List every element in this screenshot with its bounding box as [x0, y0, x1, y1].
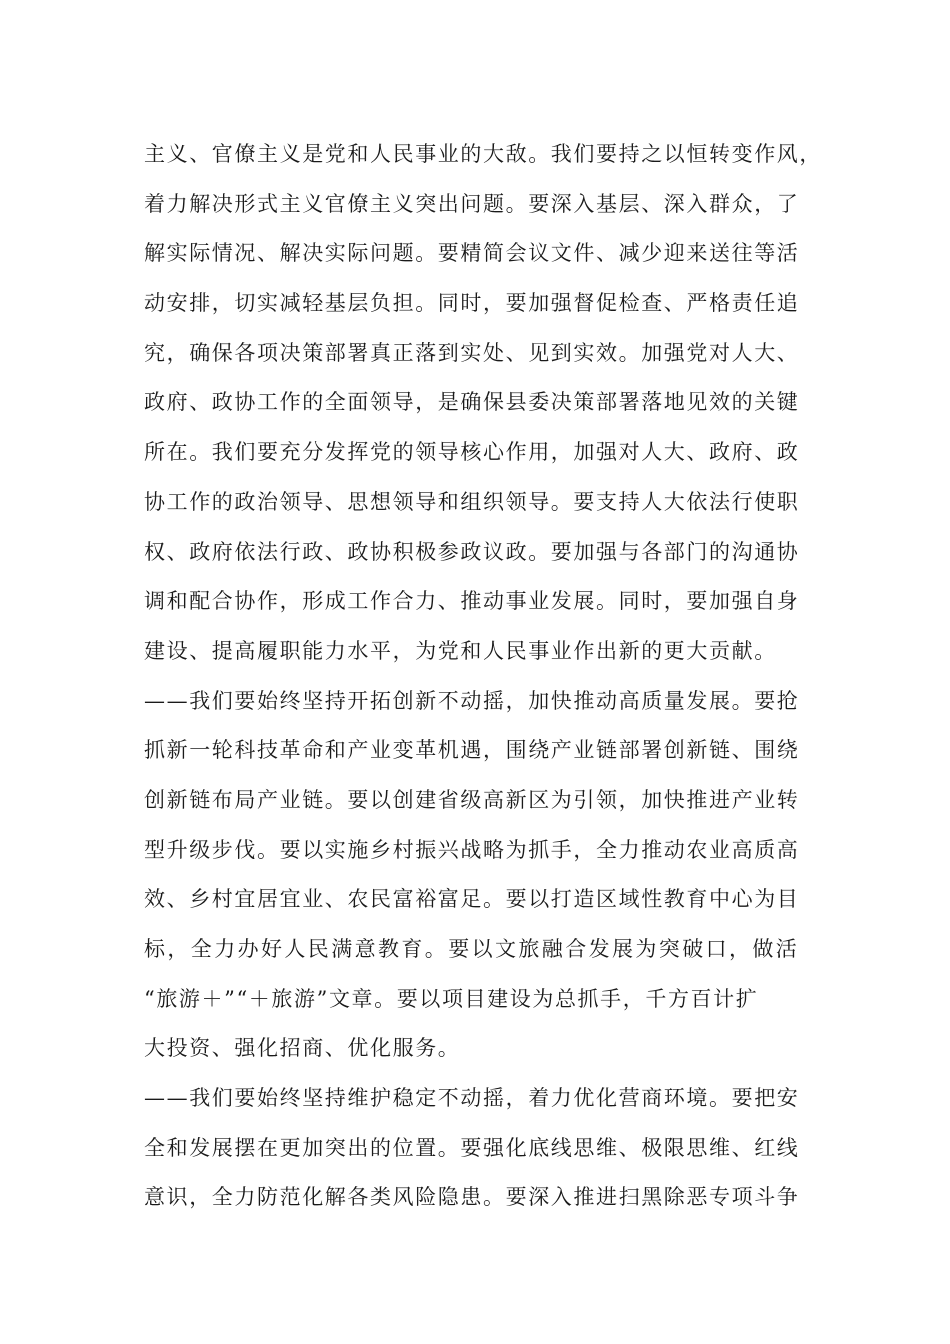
text-line: 全和发展摆在更加突出的位置。要强化底线思维、极限思维、红线: [144, 1135, 800, 1160]
text-line: 解实际情况、解决实际问题。要精简会议文件、减少迎来送往等活: [144, 241, 800, 266]
text-line: 抓新一轮科技革命和产业变革机遇，围绕产业链部署创新链、围绕: [144, 738, 800, 763]
text-line: 协工作的政治领导、思想领导和组织领导。要支持人大依法行使职: [144, 489, 800, 514]
text-line: 大投资、强化招商、优化服务。: [144, 1036, 461, 1061]
text-line: 效、乡村宜居宜业、农民富裕富足。要以打造区域性教育中心为目: [144, 887, 800, 912]
text-line: ——我们要始终坚持维护稳定不动摇，着力优化营商环境。要把安: [144, 1086, 800, 1111]
text-line: “旅游＋”“＋旅游”文章。要以项目建设为总抓手，千方百计扩: [144, 986, 759, 1011]
text-line: 型升级步伐。要以实施乡村振兴战略为抓手，全力推动农业高质高: [144, 837, 800, 862]
body-text: [144, 130, 844, 1223]
text-line: 创新链布局产业链。要以创建省级高新区为引领，加快推进产业转: [144, 787, 800, 812]
text-line: 着力解决形式主义官僚主义突出问题。要深入基层、深入群众，了: [144, 191, 800, 216]
text-line: 权、政府依法行政、政协积极参政议政。要加强与各部门的沟通协: [144, 539, 800, 564]
text-line: 政府、政协工作的全面领导，是确保县委决策部署落地见效的关键: [144, 390, 800, 415]
text-line: 调和配合协作，形成工作合力、推动事业发展。同时，要加强自身: [144, 589, 800, 614]
text-line: 意识，全力防范化解各类风险隐患。要深入推进扫黑除恶专项斗争: [144, 1185, 800, 1210]
text-line: 建设、提高履职能力水平，为党和人民事业作出新的更大贡献。: [144, 638, 777, 663]
text-line: 标，全力办好人民满意教育。要以文旅融合发展为突破口，做活: [144, 937, 800, 961]
text-line: ——我们要始终坚持开拓创新不动摇，加快推动高质量发展。要抢: [144, 688, 800, 713]
text-line: 所在。我们要充分发挥党的领导核心作用，加强对人大、政府、政: [144, 440, 800, 465]
text-line: 动安排，切实减轻基层负担。同时，要加强督促检查、严格责任追: [144, 291, 800, 316]
text-line: 究，确保各项决策部署真正落到实处、见到实效。加强党对人大、: [144, 340, 800, 365]
text-line: 主义、官僚主义是党和人民事业的大敌。我们要持之以恒转变作风，: [144, 142, 822, 166]
